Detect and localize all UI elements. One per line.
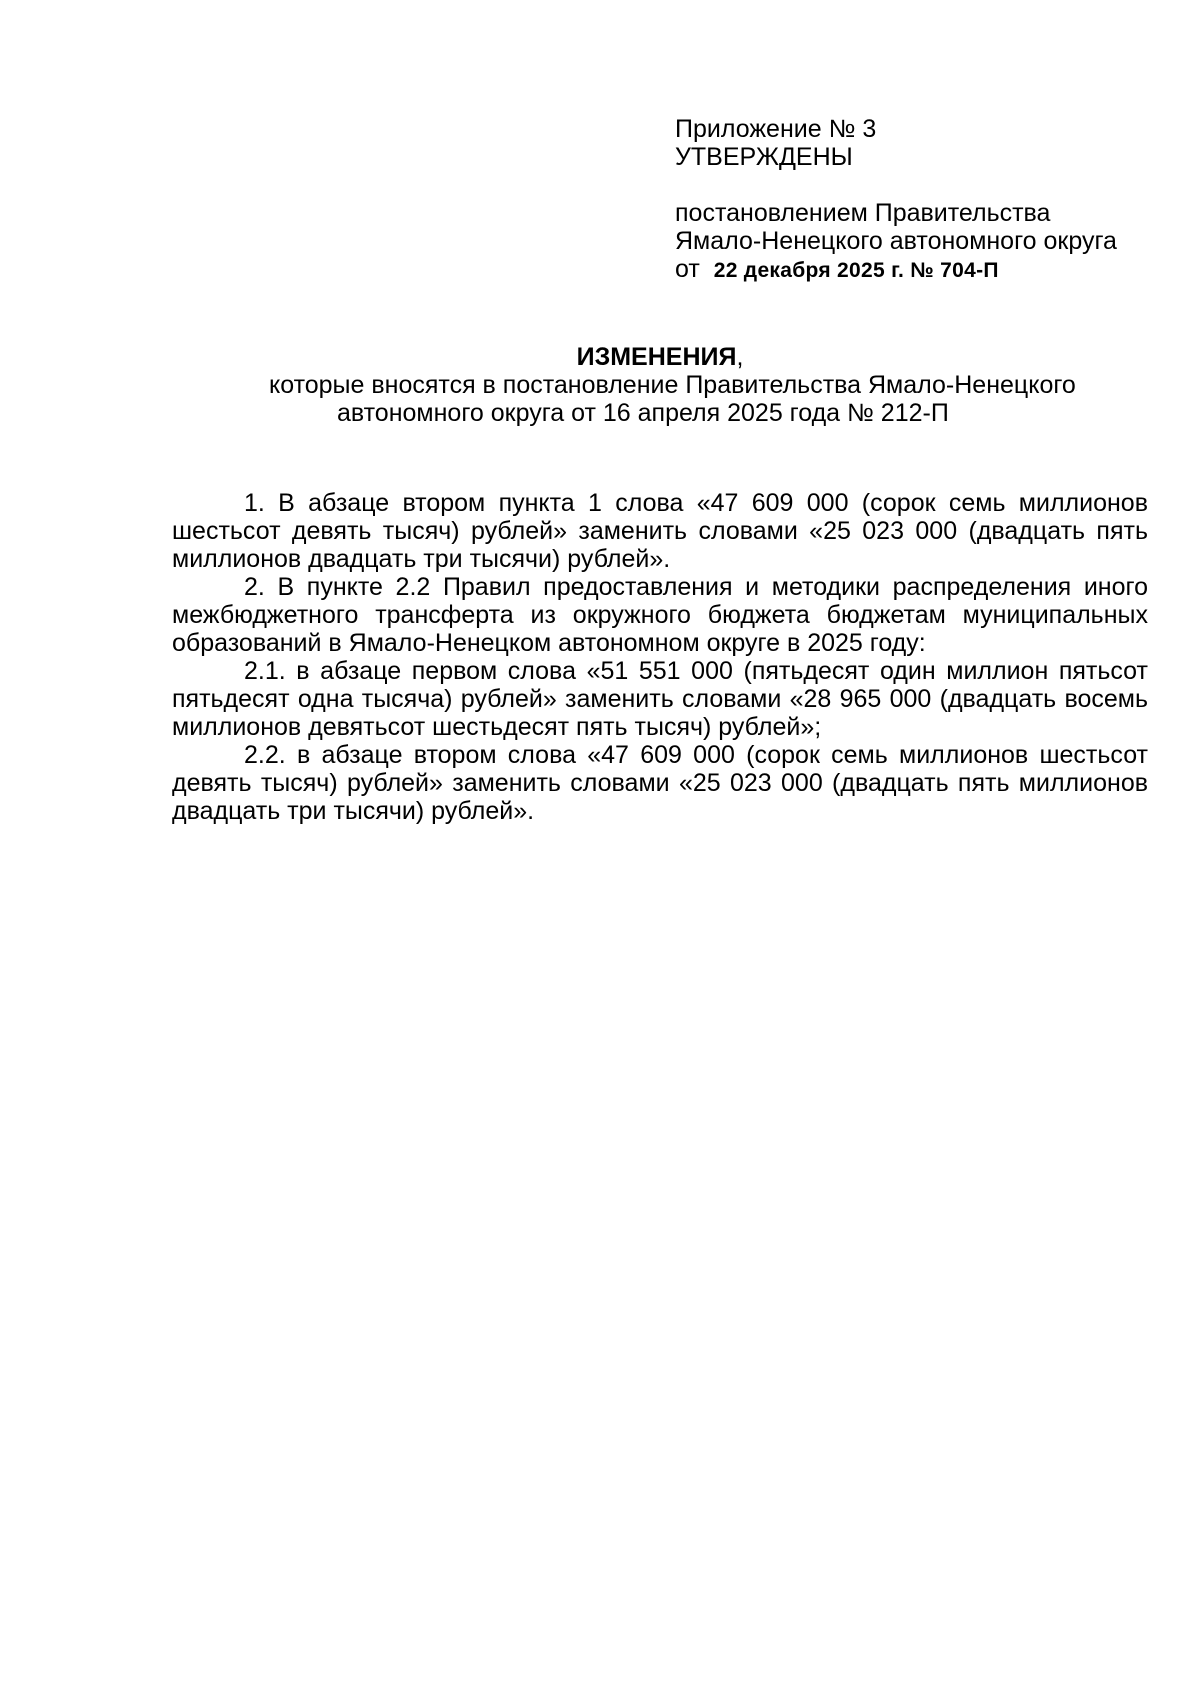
appendix-number: Приложение № 3 [675, 115, 877, 143]
document-body [172, 489, 1148, 825]
document-heading [172, 343, 1148, 427]
heading-title-line [172, 343, 1148, 371]
paragraph-2-2: 2.2. в абзаце втором слова «47 609 000 (сорок семь миллионов шестьсот девять тысяч) рублей» заменить словами «25 023 000 (двадцать пять миллионов двадцать три тысячи) рублей». [172, 741, 1148, 825]
paragraph-2: 2. В пункте 2.2 Правил предоставления и методики распределения иного межбюджетного трансферта из окружного бюджета бюджетам муниципальных образований в Ямало-Ненецком автономном округе в 2025 году: [172, 573, 1148, 657]
approval-authority-line1: постановлением Правительства [675, 199, 1051, 227]
date-prefix: от [675, 255, 700, 283]
heading-subtitle-line1: которые вносятся в постановление Правительства Ямало-Ненецкого [269, 371, 1076, 399]
resolution-date-number: 22 декабря 2025 г. № 704-П [713, 259, 999, 282]
heading-title: ИЗМЕНЕНИЯ [576, 343, 737, 371]
approval-block [675, 115, 1155, 285]
approval-spacer [675, 171, 1155, 199]
approval-date-line [675, 255, 1155, 285]
approval-authority-line2: Ямало-Ненецкого автономного округа [675, 227, 1117, 255]
paragraph-1: 1. В абзаце втором пункта 1 слова «47 609 000 (сорок семь миллионов шестьсот девять тысяч) рублей» заменить словами «25 023 000 (двадцать пять миллионов двадцать три тысячи) рублей». [172, 489, 1148, 573]
heading-title-suffix: , [736, 343, 744, 371]
heading-subtitle-line2: автономного округа от 16 апреля 2025 года № 212-П [337, 399, 949, 427]
paragraph-2-1: 2.1. в абзаце первом слова «51 551 000 (пятьдесят один миллион пятьсот пятьдесят одна тысяча) рублей» заменить словами «28 965 000 (двадцать восемь миллионов девятьсот шестьдесят пять тысяч) рублей»; [172, 657, 1148, 741]
approved-label: УТВЕРЖДЕНЫ [675, 143, 853, 171]
